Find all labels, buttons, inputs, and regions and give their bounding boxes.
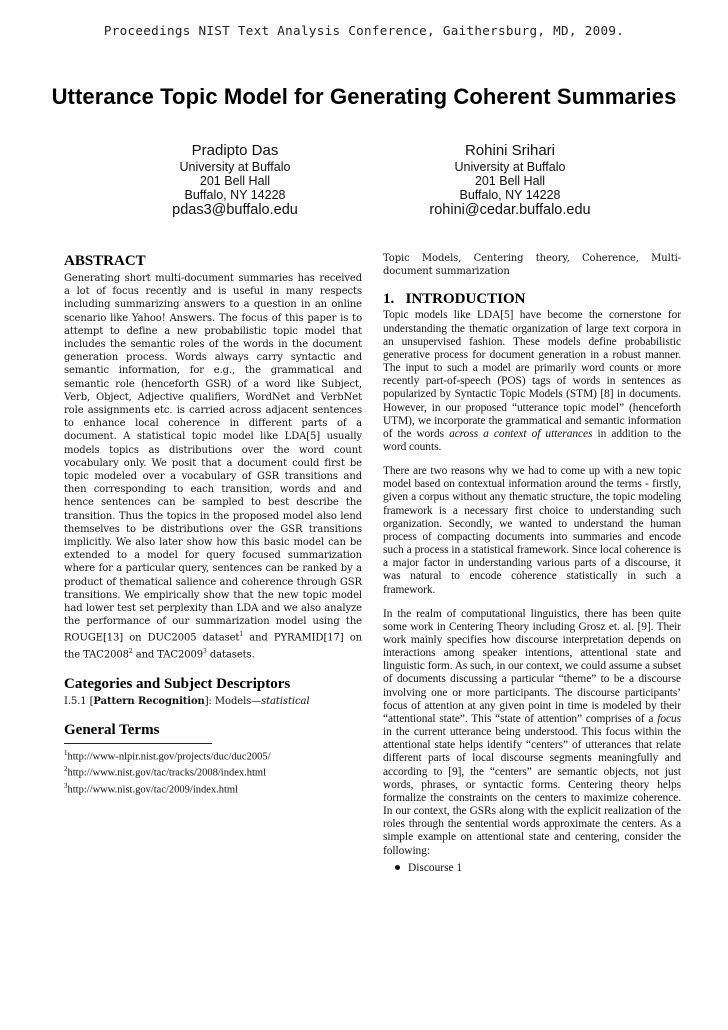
proceedings-header: Proceedings NIST Text Analysis Conference, Gaithersburg, MD, 2009. [103,23,625,38]
footnote-1 [64,747,362,764]
bullet-text: Discourse 1 [408,861,463,874]
intro-paragraph-3 [383,608,681,858]
intro-italic: focus [657,712,681,725]
footnote-3 [64,780,362,797]
category-middle: ]: Models— [204,695,262,707]
author-affiliation: University at Buffalo [454,160,566,174]
author-block-2 [410,141,610,219]
footnote-url: http://www-nlpir.nist.gov/projects/duc/duc2005/ [67,751,271,763]
author-city: Buffalo, NY 14228 [459,188,561,202]
abstract-tail: and TAC2009 [132,649,204,661]
intro-text: Topic models like LDA[5] have become the cornerstone for understanding the thematic organization of large text corpora in an unsupervised fashion. These models define probabilistic generative process for document generation in a robust manner. The input to such a model are primarily word counts or more recently part-of-speech (POS) tags of words in sentences as popularized by Syntactic Topic Models (STM) [8] in documents. However, in our proposed “utterance topic model” (henceforth UTM), we incorporate the grammatical and semantic information of the words [383,309,681,440]
footnote-mark: 3 [203,648,207,656]
abstract-tail: and PYRAMID[17] on the TAC2008 [64,632,362,661]
footnote-2 [64,763,362,780]
footnote-mark: 3 [64,781,68,790]
category-code: I.5.1 [ [64,695,94,707]
intro-paragraph-1 [383,309,681,454]
category-italic: statistical [261,695,310,707]
abstract-text [64,272,362,662]
paper-title: Utterance Topic Model for Generating Coherent Summaries [51,84,677,109]
intro-italic: across a context of utterances [449,427,593,440]
intro-paragraph-2: There are two reasons why we had to come up with a new topic model based on contextual information around the terms - firstly, given a corpus without any thematic structure, the topic modeling framework is a necessary first choice to understanding such organization. Secondly, we wanted to understand the human process of compacting documents into summaries and encode such a process in a statistical framework. Since local coherence is a major factor in understanding various parts of a discourse, it was natural to encode coherence statistically in such a framework. [383,465,681,596]
intro-text: in the current utterance being understood. This focus within the attentional state helps identify “centers” of utterances that relate different parts of local discourse segments meaningfully and according to [9], the “centers” are semantic objects, not just words, phrases, or syntactic forms. Centering theory helps formalize the constraints on the centers to maximize coherence. In our context, the GSRs along with the explicit realization of the roles through the sentential words approximate the centers. As a simple example on attentional state and centering, consider the following: [383,726,681,857]
author-address: 201 Bell Hall [199,174,271,188]
bullet-item [395,862,681,874]
author-name: Pradipto Das [191,142,279,159]
footnote-url: http://www.nist.gov/tac/2009/index.html [67,784,239,796]
footnote-mark: 1 [239,631,244,639]
categories-heading: Categories and Subject Descriptors [64,675,291,692]
abstract-tail: datasets. [206,649,255,661]
footnote-mark: 1 [64,748,68,757]
category-name: Pattern Recognition [93,695,205,707]
footnote-mark: 2 [64,765,68,774]
author-email: rohini@cedar.buffalo.edu [429,202,591,218]
introduction-heading: 1. INTRODUCTION [383,291,526,308]
left-column [64,253,362,796]
general-terms-heading: General Terms [64,721,160,738]
author-name: Rohini Srihari [464,142,556,159]
intro-text: in addition to the word counts. [383,427,682,453]
author-affiliation: University at Buffalo [179,160,291,174]
author-email: pdas3@buffalo.edu [172,202,298,218]
abstract-heading: ABSTRACT [64,253,146,269]
author-block-1 [140,141,330,219]
author-address: 201 Bell Hall [474,174,546,188]
intro-text: In the realm of computational linguistics, there has been quite some work in Centering Theory including Grosz et. al. [9]. Their work mainly specifies how discourse interpretation depends on interactions among speaker intentions, attentional state and linguistic form. As such, in our context, we could assume a subset of documents discussing a particular “theme” to be a discourse involving one or more participants. The discourse participants’ focus of attention at any given point in time is modeled by their “attentional state”. This “state of attention” comprises of a [383,607,681,725]
footnote-divider [64,743,212,744]
right-column [383,252,681,874]
keywords-text: Topic Models, Centering theory, Coherence, Multi-document summarization [383,253,681,278]
author-city: Buffalo, NY 14228 [184,188,286,202]
abstract-body: Generating short multi-document summaries has received a lot of focus recently and is useful in many respects including summarizing answers to a question in an online scenario like Yahoo! Answers. The focus of this paper is to attempt to define a new probabilistic topic model that includes the semantic roles of the words in the document generation process. Words always carry syntactic and semantic information, for e.g., the grammatical and semantic role (henceforth GSR) of a word like Subject, Verb, Object, Adjective qualifiers, WordNet and VerbNet role assignments etc. is carried across adjacent sentences to enhance local coherence in different parts of a document. A statistical topic model like LDA[5] usually models topics as distributions over the word count vocabulary only. We posit that a document could first be topic modeled over a vocabulary of GSR transitions and then corresponding to each transition, words and and hence sentences can be sampled to best describe the transition. Thus the topics in the proposed model also lend themselves to be distributions over the GSR transitions implicitly. We also later show how this basic model can be extended to a model for query focused summarization where for a particular query, sentences can be ranked by a product of thematical salience and coherence through GSR transitions. We empirically show that the new topic model had lower test set perplexity than LDA and we also analyze the performance of our summarization model using the ROUGE[13] on DUC2005 dataset [64,273,362,644]
footnote-url: http://www.nist.gov/tac/tracks/2008/index.html [67,767,267,779]
bullet-icon [395,865,400,870]
footnote-mark: 2 [128,648,133,656]
categories-text [64,695,362,708]
